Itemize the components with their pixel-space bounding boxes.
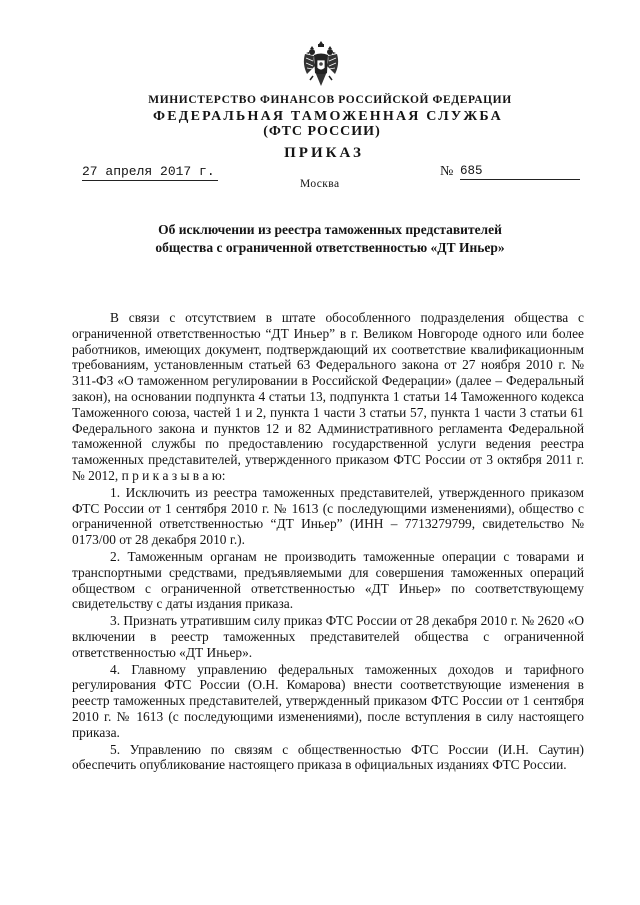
number-sign: № xyxy=(440,164,454,179)
clause-5: 5. Управлению по связям с общественностью ФТС России (И.Н. Саутин) обеспечить опубликование настоящего приказа в официальных изданиях ФТС России. xyxy=(72,741,584,773)
document-type-title: ПРИКАЗ xyxy=(284,145,364,161)
order-date: 27 апреля 2017 г. xyxy=(82,164,218,181)
subject-line-2: общества с ограниченной ответственностью «ДТ Иньер» xyxy=(155,240,505,255)
clause-4: 4. Главному управлению федеральных таможенных доходов и тарифного регулирования ФТС России (О.Н. Комарова) внести соответствующие изменения в реестр таможенных представителей, утвержденный приказом ФТС России от 1 сентября 2010 г. № 1613 (с последующими изменениями), после вступления в силу настоящего приказа. xyxy=(72,661,584,740)
clause-2: 2. Таможенным органам не производить таможенные операции с товарами и транспортными средствами, предъявляемыми для совершения таможенных операций обществом с ограниченной ответственностью «ДТ Иньер» по соответствующему свидетельству с даты издания приказа. xyxy=(72,548,584,612)
city: Москва xyxy=(300,178,340,190)
order-number: 685 xyxy=(460,164,580,180)
clause-1: 1. Исключить из реестра таможенных представителей, утвержденного приказом ФТС России от 1 сентября 2010 г. № 1613 (с последующими изменениями), общество с ограниченной ответственностью “ДТ Иньер” (ИНН – 7713279799, свидетельство № 0173/00 от 28 декабря 2010 г.). xyxy=(72,484,584,548)
ministry-name: МИНИСТЕРСТВО ФИНАНСОВ РОССИЙСКОЙ ФЕДЕРАЦИИ xyxy=(148,94,512,106)
service-abbreviation: (ФТС РОССИИ) xyxy=(263,124,381,139)
preamble-paragraph: В связи с отсутствием в штате обособленного подразделения общества с ограниченной ответственностью “ДТ Иньер” в г. Великом Новгороде одного или более работников, имеющих документ, подтверждающий их соответствие квалификационным требованиям, установленным статьей 63 Федерального закона от 27 ноября 2010 г. № 311-ФЗ «О таможенном регулировании в Российской Федерации» (далее – Федеральный закон), на основании подпункта 4 статьи 13, подпункта 1 статьи 14 Таможенного кодекса Таможенного союза, частей 1 и 2, пункта 1 части 3 статьи 57, пункта 1 части 3 статьи 61 Федерального закона и пунктов 12 и 82 Административного регламента Федеральной таможенной службы по предоставлению государственной услуги ведения реестра таможенных представителей, утвержденного приказом ФТС России от 3 октября 2011 г. № 2012, п р и к а з ы в а ю: xyxy=(72,310,584,483)
subject-line-1: Об исключении из реестра таможенных представителей xyxy=(158,222,502,237)
service-name: ФЕДЕРАЛЬНАЯ ТАМОЖЕННАЯ СЛУЖБА xyxy=(153,109,503,124)
russian-double-headed-eagle-icon xyxy=(301,40,341,90)
order-body xyxy=(72,310,584,773)
clause-3: 3. Признать утратившим силу приказ ФТС России от 28 декабря 2010 г. № 2620 «О включении в реестр таможенных представителей общества с ограниченной ответственностью «ДТ Иньер». xyxy=(72,613,584,660)
